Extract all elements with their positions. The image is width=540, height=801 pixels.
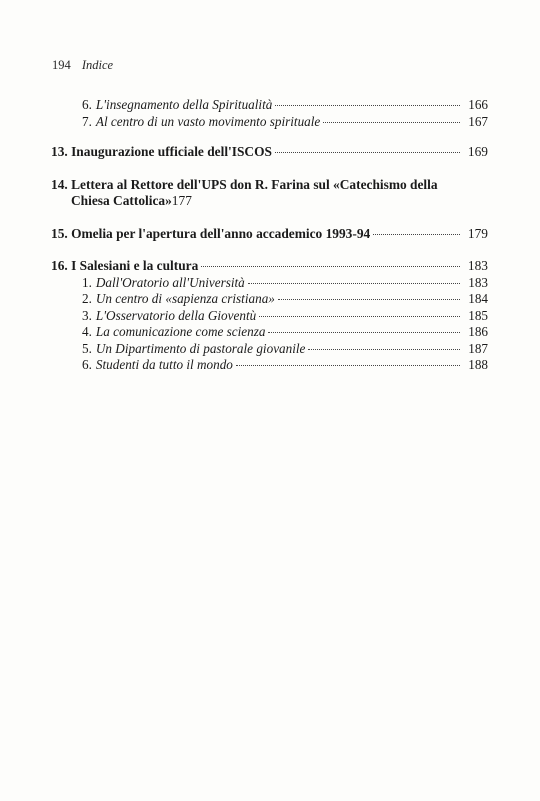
dot-leader [268, 332, 460, 333]
dot-leader [373, 234, 460, 235]
table-of-contents [51, 97, 488, 374]
section-title: Al centro di un vasto movimento spirituale [95, 113, 321, 129]
section-index: 7. [82, 113, 92, 129]
toc-chapter-16 [51, 258, 488, 275]
section-title: Un Dipartimento di pastorale giovanile [95, 340, 306, 356]
section-title: Studenti da tutto il mondo [95, 357, 233, 372]
chapter-title: 16. I Salesiani e la cultura [51, 258, 199, 273]
dot-leader [278, 299, 460, 300]
section-page-number: 166 [468, 97, 488, 112]
toc-section-entry [80, 341, 488, 358]
chapter-title: 13. Inaugurazione ufficiale dell'ISCOS [51, 144, 272, 159]
toc-section-entry [80, 357, 488, 374]
chapter-title-line2: Chiesa Cattolica» [71, 193, 172, 208]
toc-section-entry [80, 97, 488, 114]
dot-leader [201, 266, 460, 267]
toc-section-entry [80, 114, 488, 131]
section-page-number: 167 [468, 113, 488, 129]
dot-leader [275, 152, 460, 153]
section-index: 3. [82, 307, 92, 323]
header-page-number: 194 [52, 58, 71, 72]
dot-leader [323, 122, 460, 123]
dot-leader [308, 349, 460, 350]
section-title: L'Osservatorio della Gioventù [95, 307, 257, 323]
section-page-number: 183 [468, 274, 488, 290]
section-index: 2. [82, 291, 92, 306]
dot-leader [248, 283, 460, 284]
section-page-number: 184 [468, 291, 488, 306]
section-page-number: 185 [468, 307, 488, 323]
section-index: 4. [82, 324, 92, 339]
section-title: Dall'Oratorio all'Università [95, 274, 245, 290]
section-page-number: 186 [468, 324, 488, 339]
toc-section-entry [80, 275, 488, 292]
section-index: 6. [82, 97, 92, 112]
running-header [52, 58, 113, 73]
section-title: Un centro di «sapienza cristiana» [95, 291, 275, 306]
section-index: 1. [82, 274, 92, 290]
dot-leader [259, 316, 460, 317]
toc-chapter-13 [51, 144, 488, 161]
toc-chapter-15 [51, 226, 488, 243]
toc-section-entry [80, 308, 488, 325]
chapter-page-number: 183 [467, 258, 488, 273]
section-page-number: 187 [468, 340, 488, 356]
header-title: Indice [81, 58, 114, 72]
section-title: L'insegnamento della Spiritualità [95, 97, 273, 112]
section-index: 6. [82, 357, 92, 372]
dot-leader [275, 105, 460, 106]
chapter-page-number: 177 [171, 193, 192, 208]
chapter-title: 15. Omelia per l'apertura dell'anno accademico 1993-94 [51, 225, 371, 241]
section-title: La comunicazione come scienza [95, 324, 266, 339]
chapter-page-number: 179 [467, 225, 488, 241]
section-page-number: 188 [468, 357, 488, 372]
section-index: 5. [82, 340, 92, 356]
dot-leader [236, 365, 460, 366]
toc-section-entry [80, 291, 488, 308]
toc-chapter-14 [51, 177, 488, 210]
toc-section-entry [80, 324, 488, 341]
chapter-page-number: 169 [467, 144, 488, 159]
chapter-title-line1: 14. Lettera al Rettore dell'UPS don R. Farina sul «Catechismo della [51, 176, 438, 192]
